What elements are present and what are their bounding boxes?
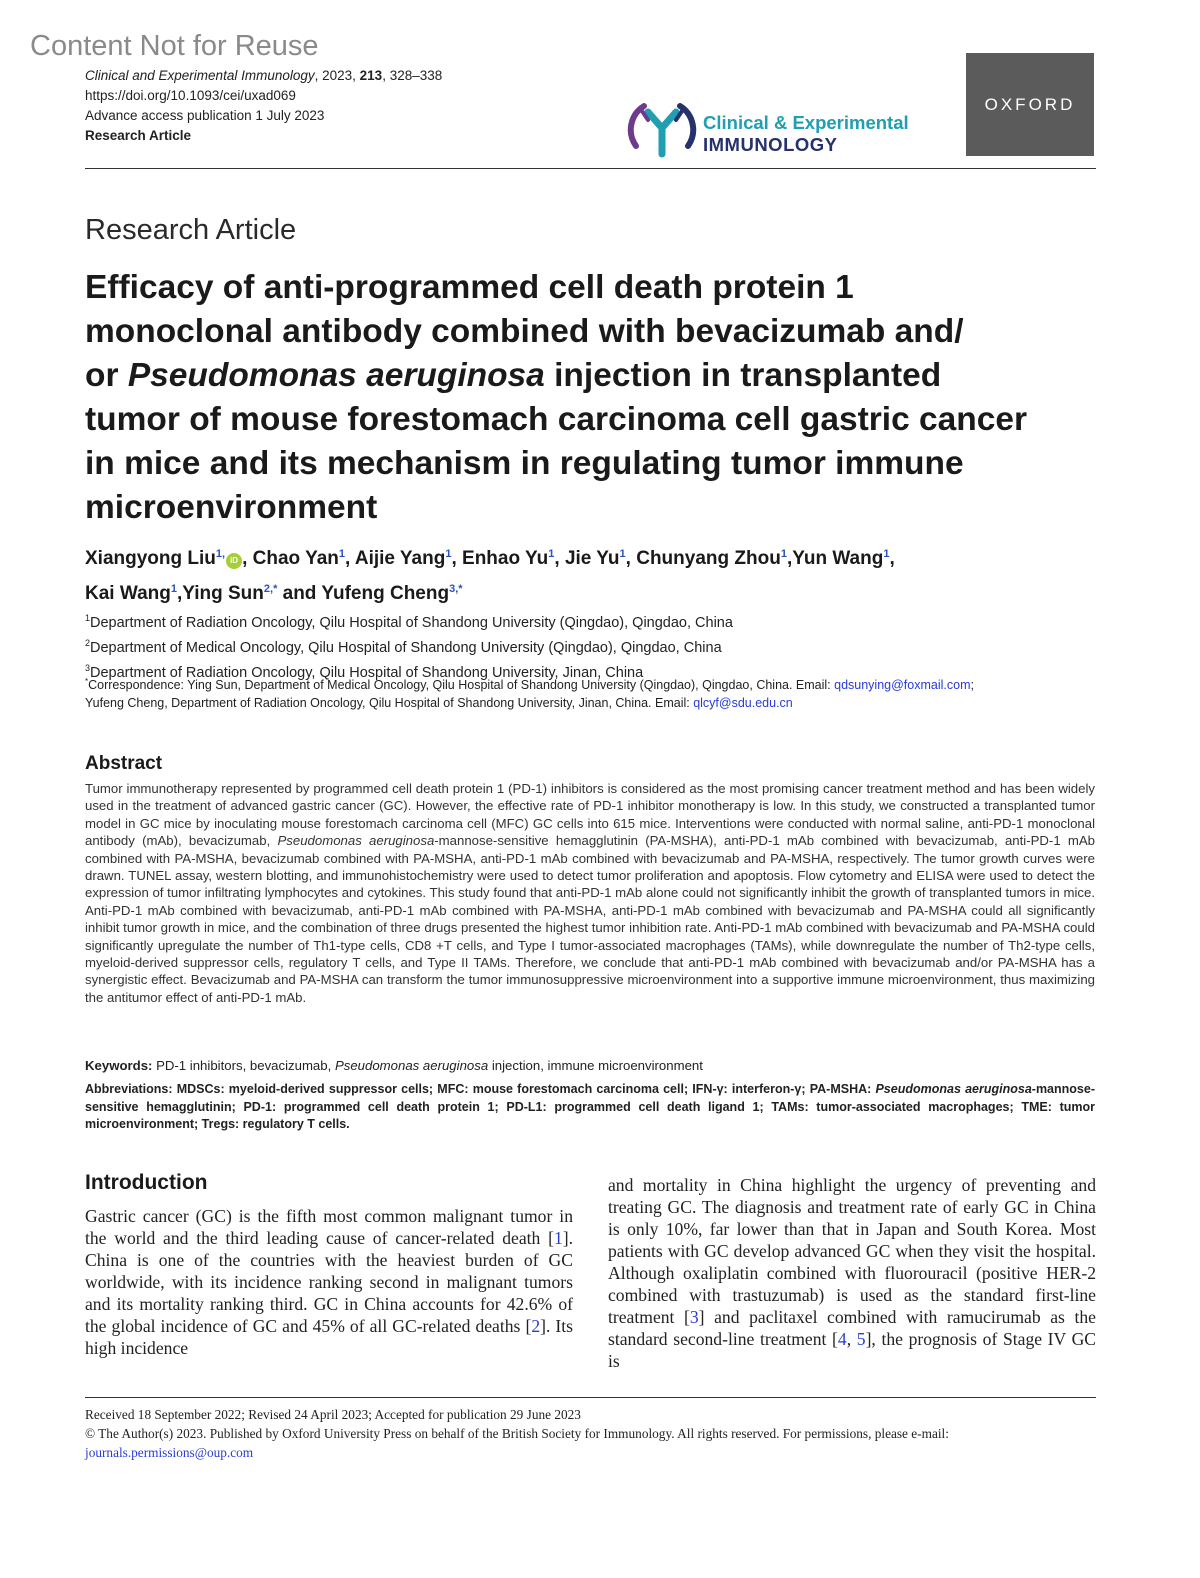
- title-line-6: microenvironment: [85, 489, 378, 526]
- doi-link[interactable]: https://doi.org/10.1093/cei/uxad069: [85, 88, 296, 103]
- affiliations: [85, 608, 733, 682]
- citation-pages: , 328–338: [382, 68, 443, 83]
- title-line-2: monoclonal antibody combined with bevacizumab and/: [85, 313, 964, 350]
- author[interactable]: Aijie Yang$^1$: [354, 548, 452, 569]
- author[interactable]: Enhao Yu$^1$: [462, 548, 555, 569]
- author[interactable]: Jie Yu$^1$: [564, 548, 626, 569]
- affiliation: $^1$Department of Radiation Oncology, Qilu Hospital of Shandong University (Qingdao), Qingdao, China: [85, 613, 733, 631]
- citation-volume: 213: [359, 68, 383, 83]
- title-line-4: tumor of mouse forestomach carcinoma cell gastric cancer: [85, 401, 1028, 438]
- author[interactable]: Xiangyong Liu$^{1,}$iD: [85, 548, 242, 569]
- author[interactable]: Yun Wang$^1$: [792, 548, 890, 569]
- author[interactable]: Chao Yan$^1$: [252, 548, 345, 569]
- citation-link[interactable]: 4: [837, 1329, 847, 1349]
- abbreviations: Abbreviations: MDSCs: myeloid-derived suppressor cells; MFC: mouse forestomach carcinoma cell; IFN-γ: interferon-γ; PA-MSHA: Pseudomonas aeruginosa-mannose-sensitive hemagglutinin; PD-1: programmed cell death protein 1; PD-L1: programmed cell death ligand 1; TAMs: tumor-associated macrophages; TME: tumor microenvironment; Tregs: regulatory T cells.: [85, 1082, 1095, 1131]
- header-divider: [85, 168, 1096, 169]
- email-link[interactable]: qdsunying@foxmail.com: [834, 678, 971, 693]
- permissions-email-link[interactable]: journals.permissions@oup.com: [85, 1445, 254, 1460]
- abstract-heading: Abstract: [85, 753, 163, 774]
- advance-access: Advance access publication 1 July 2023: [85, 108, 325, 123]
- citation-link[interactable]: 2: [531, 1316, 541, 1336]
- antibody-logo-icon: [626, 100, 698, 160]
- affiliation: $^3$Department of Radiation Oncology, Qilu Hospital of Shandong University, Jinan, China: [85, 662, 644, 681]
- publisher-name: OXFORD: [984, 94, 1076, 114]
- title-line-5: in mice and its mechanism in regulating tumor immune: [85, 445, 964, 482]
- citation-link[interactable]: 1: [553, 1228, 563, 1248]
- introduction-heading: Introduction: [85, 1171, 208, 1194]
- journal-logo-line1: Clinical & Experimental: [703, 112, 909, 133]
- title-line-1: Efficacy of anti-programmed cell death protein 1: [85, 269, 854, 306]
- keywords: Keywords: PD-1 inhibitors, bevacizumab, Pseudomonas aeruginosa injection, immune microenvironment: [85, 1058, 703, 1073]
- watermark: Content Not for Reuse: [30, 30, 319, 62]
- citation-line: [85, 66, 442, 86]
- journal-logo-line2: IMMUNOLOGY: [703, 134, 838, 155]
- title-line-3-post: injection in transplanted: [544, 357, 942, 394]
- author[interactable]: Yufeng Cheng$^{3,*}$: [321, 583, 463, 604]
- received-dates: Received 18 September 2022; Revised 24 April 2023; Accepted for publication 29 June 2023: [85, 1407, 581, 1422]
- author[interactable]: Ying Sun$^{2,*}$: [182, 583, 278, 604]
- title-line-3-pre: or: [85, 357, 128, 394]
- title-species: Pseudomonas aeruginosa: [127, 357, 545, 394]
- section-label: Research Article: [85, 214, 297, 246]
- author[interactable]: Kai Wang$^1$: [85, 583, 177, 604]
- author-list: Xiangyong Liu$^{1,}$iD , Chao Yan$^1$, Aijie Yang$^1$, Enhao Yu$^1$, Jie Yu$^1$, Chunyang Zhou$^1$,Yun Wang$^1$, Kai Wang$^1$,Ying Sun$^{2,*}$ and Yufeng Cheng$^{3,*}$: [85, 548, 895, 604]
- footer-divider: [85, 1397, 1096, 1398]
- article-type: Research Article: [85, 128, 192, 143]
- email-link[interactable]: qlcyf@sdu.edu.cn: [693, 696, 793, 711]
- intro-column-right: and mortality in China highlight the urgency of preventing and treating GC. The diagnosis and treatment rate of early GC in China is only 10%, far lower than that in Japan and South Korea. Most patients with GC develop advanced GC when they visit the hospital. Although oxaliplatin combined with fluorouracil (positive HER-2 combined with trastuzumab) is used as the standard first-line treatment [3] and paclitaxel combined with ramucirumab as the standard second-line treatment [4, 5], the prognosis of Stage IV GC is: [608, 1175, 1097, 1371]
- citation-link[interactable]: 3: [689, 1307, 699, 1327]
- affiliation: $^2$Department of Medical Oncology, Qilu Hospital of Shandong University (Qingdao), Qingdao, China: [85, 637, 722, 656]
- abstract-text: Tumor immunotherapy represented by programmed cell death protein 1 (PD-1) inhibitors is considered as the most promising cancer treatment method and has been widely used in the treatment of advanced gastric cancer (GC). However, the effective rate of PD-1 inhibitor monotherapy is low. In this study, we constructed a transplanted tumor model in GC mice by inoculating mouse forestomach carcinoma cell (MFC) GC cells into 615 mice. Interventions were conducted with normal saline, anti-PD-1 monoclonal antibody (mAb), bevacizumab, Pseudomonas aeruginosa-mannose-sensitive hemagglutinin (PA-MSHA), anti-PD-1 mAb combined with bevacizumab, anti-PD-1 mAb combined with PA-MSHA, bevacizumab combined with PA-MSHA, anti-PD-1 mAb combined with bevacizumab and PA-MSHA, respectively. The tumor growth curves were drawn. TUNEL assay, western blotting, and immunohistochemistry were used to detect tumor proliferation and apoptosis. Flow cytometry and ELISA were used to detect the expression of tumor infiltrating lymphocytes and cytokines. This study found that anti-PD-1 mAb alone could not significantly inhibit the growth of transplanted tumors in mice. Anti-PD-1 mAb combined with bevacizumab, anti-PD-1 mAb combined with PA-MSHA, anti-PD-1 mAb combined with bevacizumab and PA-MSHA could all significantly inhibit tumor growth in mice, and the combination of three drugs presented the highest tumor inhibition rate. Anti-PD-1 mAb combined with bevacizumab and PA-MSHA could significantly upregulate the number of Th1-type cells, CD8 +T cells, and Type I tumor-associated macrophages (TAMs), while downregulate the number of Th2-type cells, myeloid-derived suppressor cells, regulatory T cells, and Type II TAMs. Therefore, we conclude that anti-PD-1 mAb combined with bevacizumab and/or PA-MSHA has a synergistic effect. Bevacizumab and PA-MSHA can transform the tumor immunosuppressive microenvironment into a supportive immune microenvironment, thus maximizing the antitumor effect of anti-PD-1 mAb.: [85, 781, 1095, 1005]
- publication-history: [85, 1405, 1097, 1462]
- author[interactable]: Chunyang Zhou$^1$: [636, 548, 787, 569]
- citation-year: , 2023,: [314, 68, 360, 83]
- article-title: [85, 266, 1105, 530]
- journal-name: Clinical and Experimental Immunology: [85, 68, 315, 83]
- publisher-logo[interactable]: [966, 53, 1094, 156]
- correspondence: *Correspondence: Ying Sun, Department of Medical Oncology, Qilu Hospital of Shandong University (Qingdao), Qingdao, China. Email: qdsunying@foxmail.com; Yufeng Cheng, Department of Radiation Oncology, Qilu Hospital of Shandong University, Jinan, China. Email: qlcyf@sdu.edu.cn: [85, 677, 974, 711]
- copyright-notice: © The Author(s) 2023. Published by Oxford University Press on behalf of the British Society for Immunology. All rights reserved. For permissions, please e-mail: journals.permissions@oup.com: [85, 1426, 949, 1460]
- article-meta: [85, 66, 442, 146]
- orcid-icon[interactable]: iD: [226, 553, 242, 569]
- citation-link[interactable]: 5: [856, 1329, 866, 1349]
- journal-logo[interactable]: [703, 112, 909, 156]
- intro-column-left: Gastric cancer (GC) is the fifth most common malignant tumor in the world and the third leading cause of cancer-related death [1]. China is one of the countries with the heaviest burden of GC worldwide, with its incidence ranking second in malignant tumors and its mortality ranking third. GC in China accounts for 42.6% of the global incidence of GC and 45% of all GC-related deaths [2]. Its high incidence: [85, 1206, 574, 1358]
